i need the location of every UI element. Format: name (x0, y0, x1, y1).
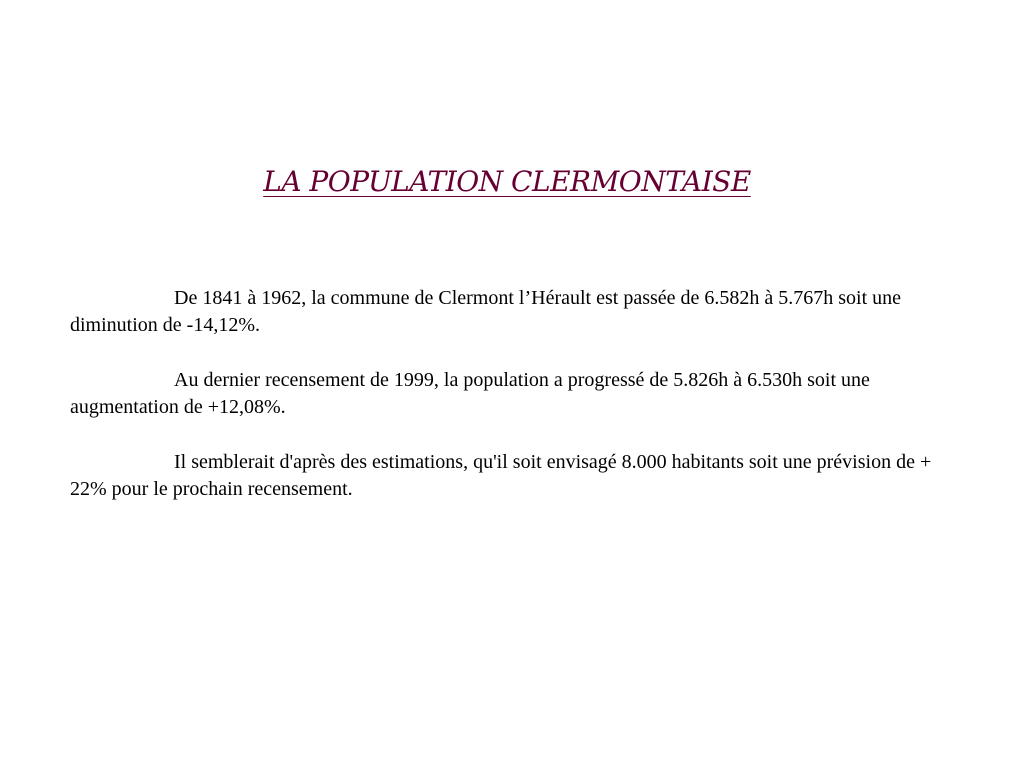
paragraph-population-decline: De 1841 à 1962, la commune de Clermont l’Hérault est passée de 6.582h à 5.767h soit une diminution de -14,12%. (70, 287, 902, 336)
paragraph-population-growth: Au dernier recensement de 1999, la population a progressé de 5.826h à 6.530h soit une augmentation de +12,08%. (70, 369, 870, 418)
paragraph-population-forecast: Il semblerait d'après des estimations, qu'il soit envisagé 8.000 habitants soit une prévision de + 22% pour le prochain recensement. (70, 451, 932, 500)
slide-body (70, 285, 940, 531)
slide-title: LA POPULATION CLERMONTAISE (263, 165, 751, 198)
